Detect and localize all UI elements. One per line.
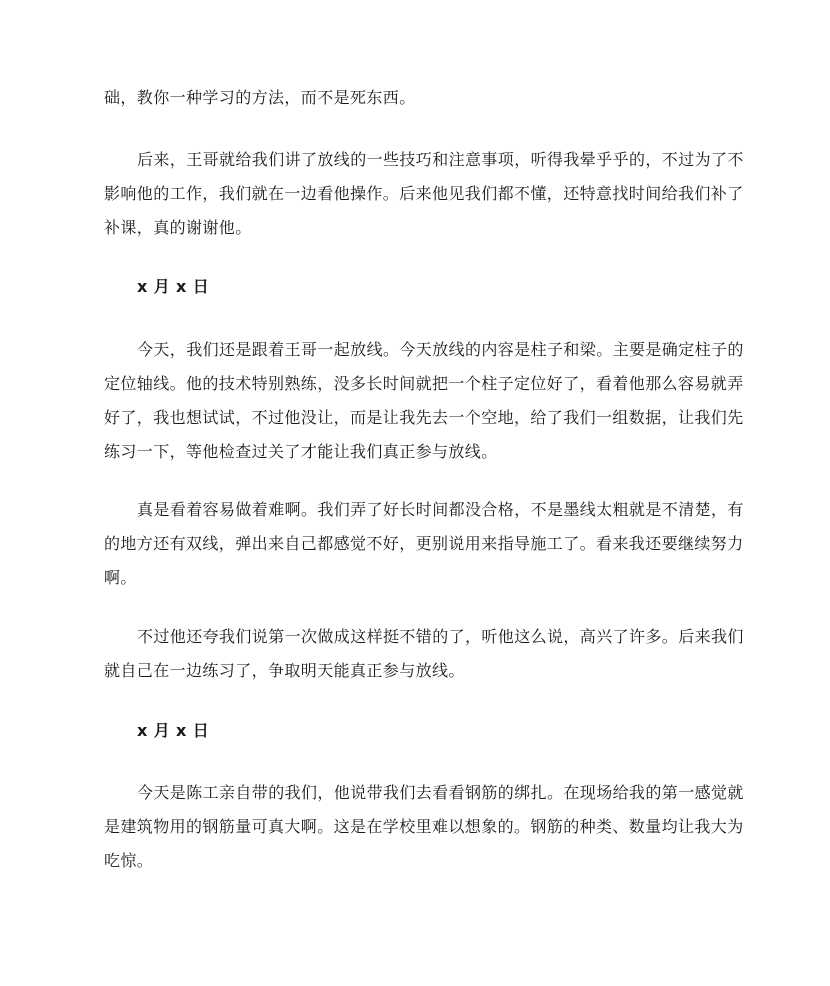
text-line: 就自己在一边练习了，争取明天能真正参与放线。 bbox=[104, 661, 465, 680]
text-line: 影响他的工作，我们就在一边看他操作。后来他见我们都不懂，还特意找时间给我们补了 bbox=[104, 184, 744, 203]
text-line: 吃惊。 bbox=[104, 851, 154, 870]
paragraph bbox=[104, 776, 764, 878]
paragraph bbox=[104, 493, 764, 595]
date-heading bbox=[104, 270, 764, 304]
paragraph bbox=[104, 143, 764, 245]
paragraph bbox=[104, 620, 764, 688]
text-line: 今天是陈工亲自带的我们，他说带我们去看看钢筋的绑扎。在现场给我的第一感觉就 bbox=[137, 783, 744, 802]
text-line: 啊。 bbox=[104, 568, 137, 587]
text-line: 础，教你一种学习的方法，而不是死东西。 bbox=[104, 88, 416, 107]
text-line: 不过他还夸我们说第一次做成这样挺不错的了，听他这么说，高兴了许多。后来我们 bbox=[137, 627, 744, 646]
heading-text: x 月 x 日 bbox=[137, 277, 210, 296]
text-line: 后来，王哥就给我们讲了放线的一些技巧和注意事项，听得我晕乎乎的，不过为了不 bbox=[137, 150, 744, 169]
date-heading bbox=[104, 714, 764, 748]
heading-text: x 月 x 日 bbox=[137, 721, 210, 740]
text-line: 真是看着容易做着难啊。我们弄了好长时间都没合格，不是墨线太粗就是不清楚，有 bbox=[137, 500, 744, 519]
text-line: 定位轴线。他的技术特别熟练，没多长时间就把一个柱子定位好了，看着他那么容易就弄 bbox=[104, 374, 744, 393]
text-line: 好了，我也想试试，不过他没让，而是让我先去一个空地，给了我们一组数据，让我们先 bbox=[104, 408, 744, 427]
text-line: 补课，真的谢谢他。 bbox=[104, 218, 252, 237]
text-line: 是建筑物用的钢筋量可真大啊。这是在学校里难以想象的。钢筋的种类、数量均让我大为 bbox=[104, 817, 744, 836]
text-line: 的地方还有双线，弹出来自己都感觉不好，更别说用来指导施工了。看来我还要继续努力 bbox=[104, 534, 744, 553]
paragraph bbox=[104, 81, 764, 115]
paragraph bbox=[104, 333, 764, 469]
text-line: 今天，我们还是跟着王哥一起放线。今天放线的内容是柱子和梁。主要是确定柱子的 bbox=[137, 340, 744, 359]
text-line: 练习一下，等他检查过关了才能让我们真正参与放线。 bbox=[104, 442, 498, 461]
